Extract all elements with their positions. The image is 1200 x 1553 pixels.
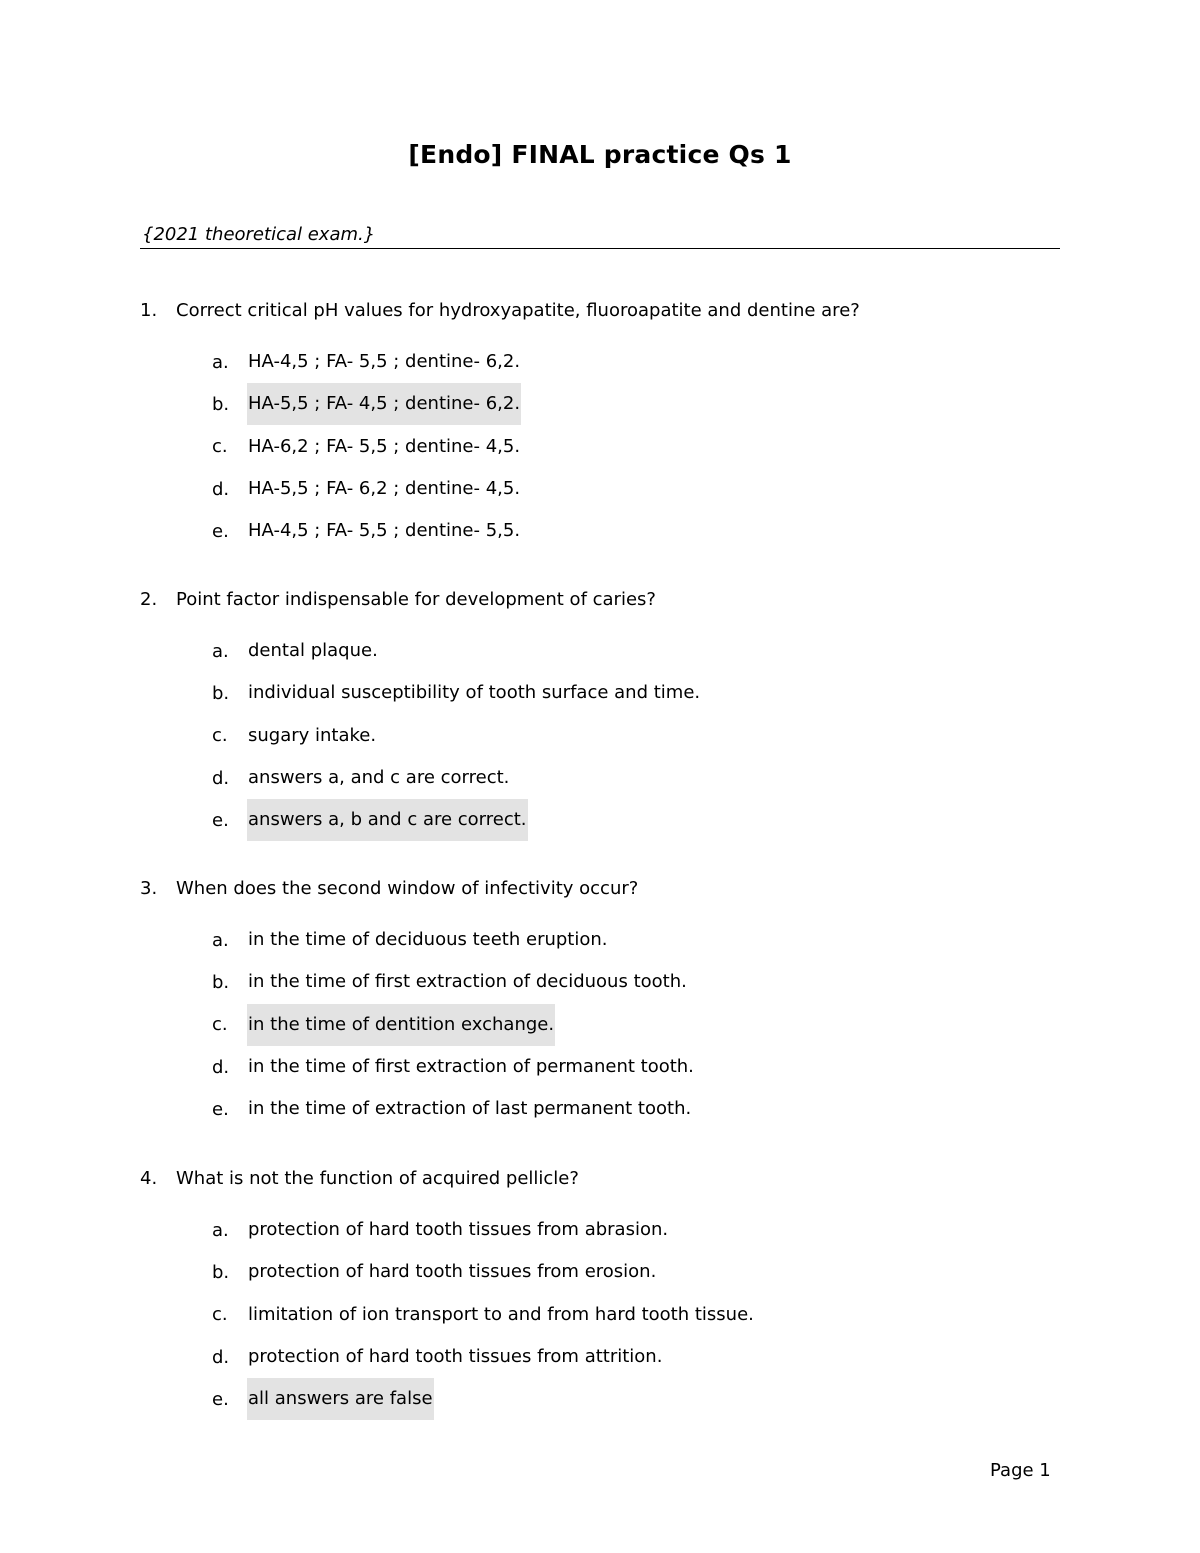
question-stem xyxy=(140,1167,1080,1189)
question-text: Correct critical pH values for hydroxyapatite, fluoroapatite and dentine are? xyxy=(176,299,860,321)
option-letter: e. xyxy=(212,1388,229,1410)
option-e xyxy=(140,799,1080,841)
option-d xyxy=(140,1046,1080,1088)
option-b xyxy=(140,383,1080,425)
option-text: dental plaque. xyxy=(248,640,378,662)
question-text: When does the second window of infectivity occur? xyxy=(176,877,639,899)
option-d xyxy=(140,468,1080,510)
option-text-highlighted: all answers are false xyxy=(247,1378,434,1420)
page-number: Page 1 xyxy=(990,1460,1051,1481)
option-e xyxy=(140,1088,1080,1130)
option-text: in the time of first extraction of permanent tooth. xyxy=(248,1056,694,1078)
option-b xyxy=(140,961,1080,1003)
option-list xyxy=(140,630,1080,841)
question-stem xyxy=(140,588,1080,610)
option-d xyxy=(140,757,1080,799)
option-a xyxy=(140,1209,1080,1251)
option-letter: a. xyxy=(212,640,229,662)
option-letter: c. xyxy=(212,1304,228,1326)
option-text: HA-4,5 ; FA- 5,5 ; dentine- 6,2. xyxy=(248,351,521,373)
option-letter: d. xyxy=(212,1346,230,1368)
option-letter: c. xyxy=(212,725,228,747)
question-3 xyxy=(140,877,1080,1130)
option-letter: d. xyxy=(212,767,230,789)
option-text: protection of hard tooth tissues from attrition. xyxy=(248,1346,663,1368)
option-letter: b. xyxy=(212,393,230,415)
question-stem xyxy=(140,299,1080,321)
option-text-highlighted: in the time of dentition exchange. xyxy=(247,1004,555,1046)
option-text: sugary intake. xyxy=(248,724,377,746)
question-stem xyxy=(140,877,1080,899)
option-a xyxy=(140,341,1080,383)
option-letter: e. xyxy=(212,520,229,542)
question-1 xyxy=(140,299,1080,552)
option-text: protection of hard tooth tissues from abrasion. xyxy=(248,1219,669,1241)
option-text: individual susceptibility of tooth surface and time. xyxy=(248,682,701,704)
option-text: protection of hard tooth tissues from erosion. xyxy=(248,1261,657,1283)
option-e xyxy=(140,510,1080,552)
option-letter: e. xyxy=(212,1098,229,1120)
option-a xyxy=(140,919,1080,961)
option-text: HA-6,2 ; FA- 5,5 ; dentine- 4,5. xyxy=(248,435,521,457)
option-e xyxy=(140,1378,1080,1420)
option-letter: c. xyxy=(212,1014,228,1036)
question-2 xyxy=(140,588,1080,841)
option-text-highlighted: HA-5,5 ; FA- 4,5 ; dentine- 6,2. xyxy=(247,383,521,425)
option-a xyxy=(140,630,1080,672)
option-list xyxy=(140,1209,1080,1420)
subtitle: {2021 theoretical exam.} xyxy=(142,224,376,245)
option-letter: d. xyxy=(212,478,230,500)
option-text: in the time of deciduous teeth eruption. xyxy=(248,929,608,951)
question-text: What is not the function of acquired pellicle? xyxy=(176,1167,579,1189)
option-letter: d. xyxy=(212,1056,230,1078)
option-letter: e. xyxy=(212,809,229,831)
question-number: 2. xyxy=(140,588,158,610)
page-title: [Endo] FINAL practice Qs 1 xyxy=(408,140,792,169)
subtitle-rule xyxy=(140,224,1060,249)
option-text: answers a, and c are correct. xyxy=(248,767,510,789)
option-c xyxy=(140,426,1080,468)
option-letter: c. xyxy=(212,436,228,458)
question-number: 1. xyxy=(140,299,158,321)
option-letter: a. xyxy=(212,929,229,951)
option-letter: a. xyxy=(212,1219,229,1241)
question-number: 4. xyxy=(140,1167,158,1189)
option-text-highlighted: answers a, b and c are correct. xyxy=(247,799,528,841)
option-text: limitation of ion transport to and from hard tooth tissue. xyxy=(248,1303,754,1325)
option-letter: b. xyxy=(212,1261,230,1283)
option-list xyxy=(140,919,1080,1130)
option-letter: b. xyxy=(212,971,230,993)
option-d xyxy=(140,1336,1080,1378)
option-text: HA-5,5 ; FA- 6,2 ; dentine- 4,5. xyxy=(248,478,521,500)
option-b xyxy=(140,1251,1080,1293)
option-text: in the time of first extraction of deciduous tooth. xyxy=(248,971,687,993)
option-letter: b. xyxy=(212,682,230,704)
option-list xyxy=(140,341,1080,552)
option-letter: a. xyxy=(212,351,229,373)
question-number: 3. xyxy=(140,877,158,899)
option-text: in the time of extraction of last permanent tooth. xyxy=(248,1098,692,1120)
option-c xyxy=(140,1004,1080,1046)
option-b xyxy=(140,672,1080,714)
option-text: HA-4,5 ; FA- 5,5 ; dentine- 5,5. xyxy=(248,520,521,542)
question-text: Point factor indispensable for development of caries? xyxy=(176,588,656,610)
option-c xyxy=(140,715,1080,757)
option-c xyxy=(140,1294,1080,1336)
question-4 xyxy=(140,1167,1080,1420)
